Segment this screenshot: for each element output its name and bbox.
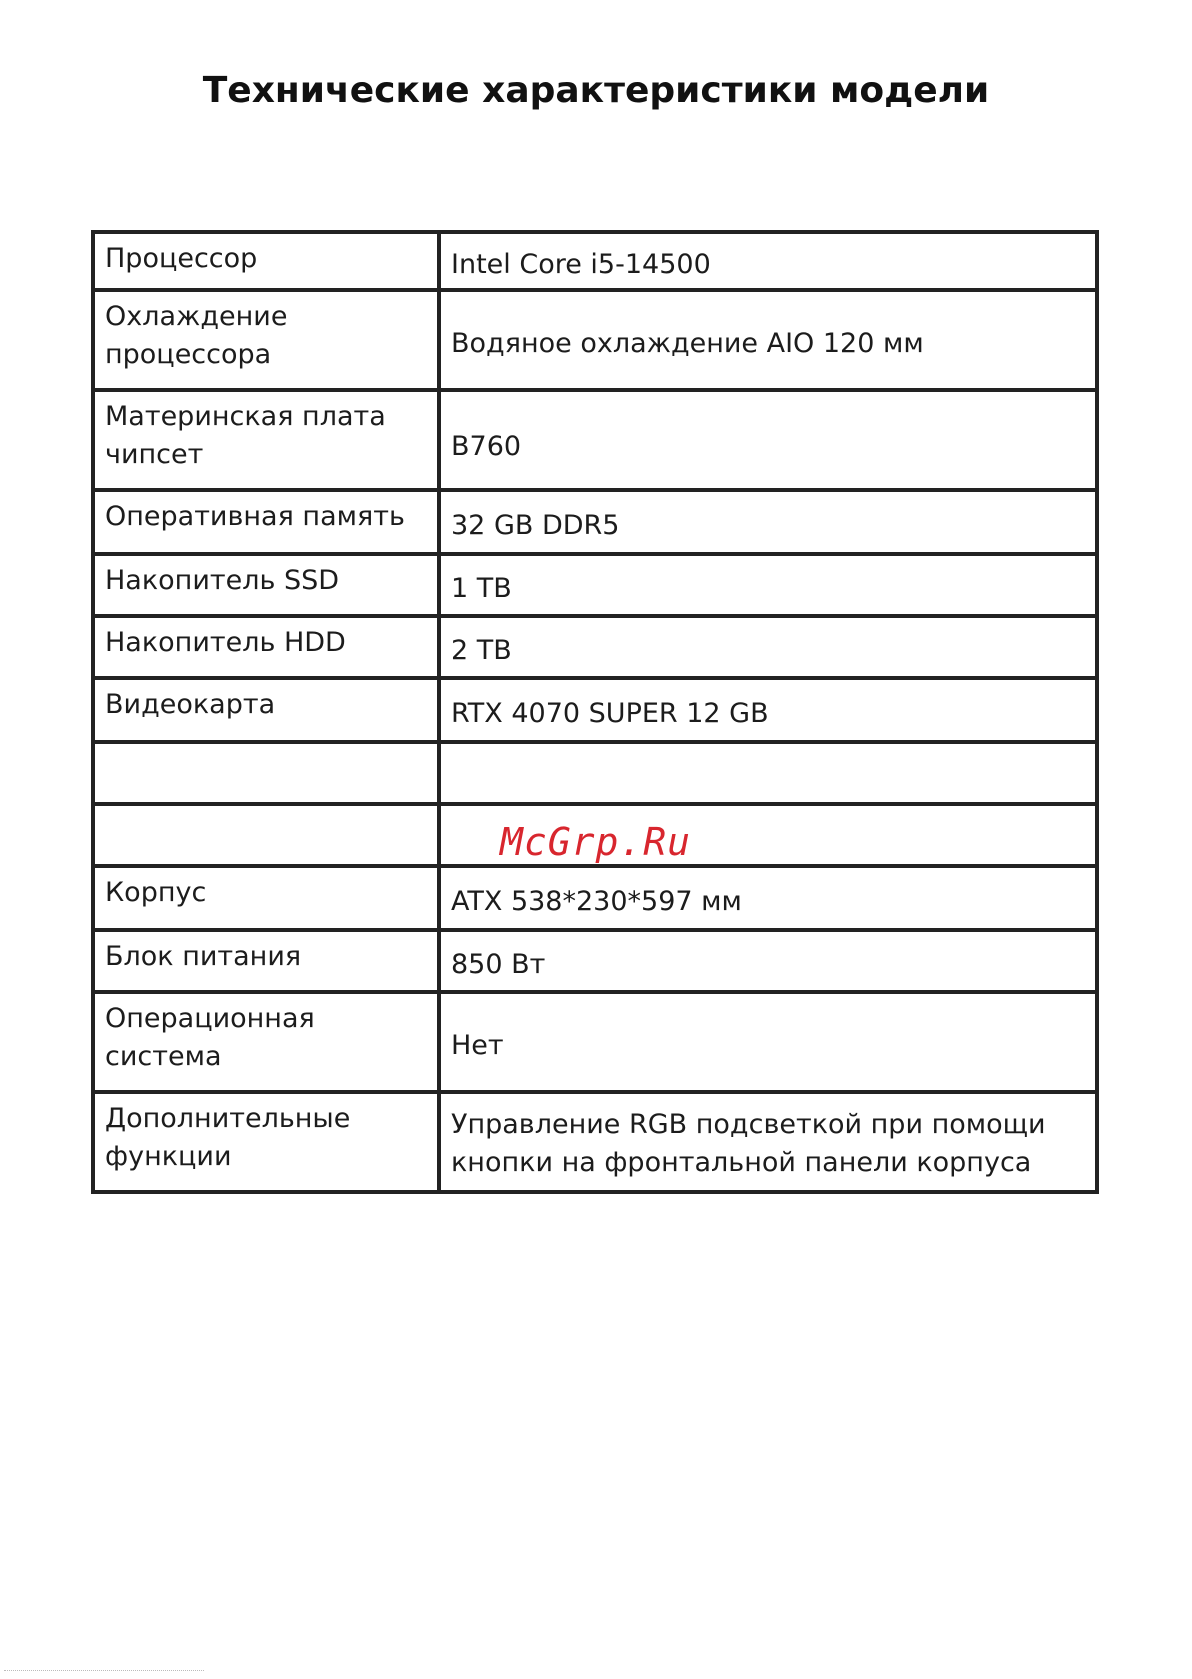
spec-value: Управление RGB подсветкой при помощи кнопки на фронтальной панели корпуса [439, 1092, 1097, 1192]
spec-value [439, 742, 1097, 804]
spec-label: Охлаждение процессора [93, 290, 439, 390]
table-row [93, 930, 1097, 992]
table-row [93, 866, 1097, 930]
table-row [93, 232, 1097, 290]
footer-divider [4, 1670, 204, 1675]
spec-value: Нет [439, 992, 1097, 1092]
spec-label: Дополнительные функции [93, 1092, 439, 1192]
watermark: McGrp.Ru [500, 820, 692, 864]
table-row [93, 290, 1097, 390]
spec-label: Корпус [93, 866, 439, 930]
spec-label: Накопитель HDD [93, 616, 439, 678]
table-row [93, 390, 1097, 490]
table-row [93, 616, 1097, 678]
spec-value: Intel Core i5-14500 [439, 232, 1097, 290]
specs-table [91, 230, 1099, 1194]
spec-value: 32 GB DDR5 [439, 490, 1097, 554]
spec-label: Операционная система [93, 992, 439, 1092]
spec-label: Видеокарта [93, 678, 439, 742]
spec-label: Блок питания [93, 930, 439, 992]
spec-label [93, 804, 439, 866]
spec-value: 2 TB [439, 616, 1097, 678]
page-title: Технические характеристики модели [202, 70, 990, 111]
spec-value: RTX 4070 SUPER 12 GB [439, 678, 1097, 742]
table-row [93, 742, 1097, 804]
table-row [93, 554, 1097, 616]
spec-label: Оперативная память [93, 490, 439, 554]
spec-label: Материнская плата чипсет [93, 390, 439, 490]
table-row [93, 490, 1097, 554]
spec-label: Накопитель SSD [93, 554, 439, 616]
spec-value: 1 TB [439, 554, 1097, 616]
table-row [93, 992, 1097, 1092]
table-row [93, 678, 1097, 742]
spec-value: ATX 538*230*597 мм [439, 866, 1097, 930]
spec-value: B760 [439, 390, 1097, 490]
table-row [93, 1092, 1097, 1192]
spec-label [93, 742, 439, 804]
spec-value: 850 Вт [439, 930, 1097, 992]
spec-label: Процессор [93, 232, 439, 290]
spec-value: Водяное охлаждение AIO 120 мм [439, 290, 1097, 390]
